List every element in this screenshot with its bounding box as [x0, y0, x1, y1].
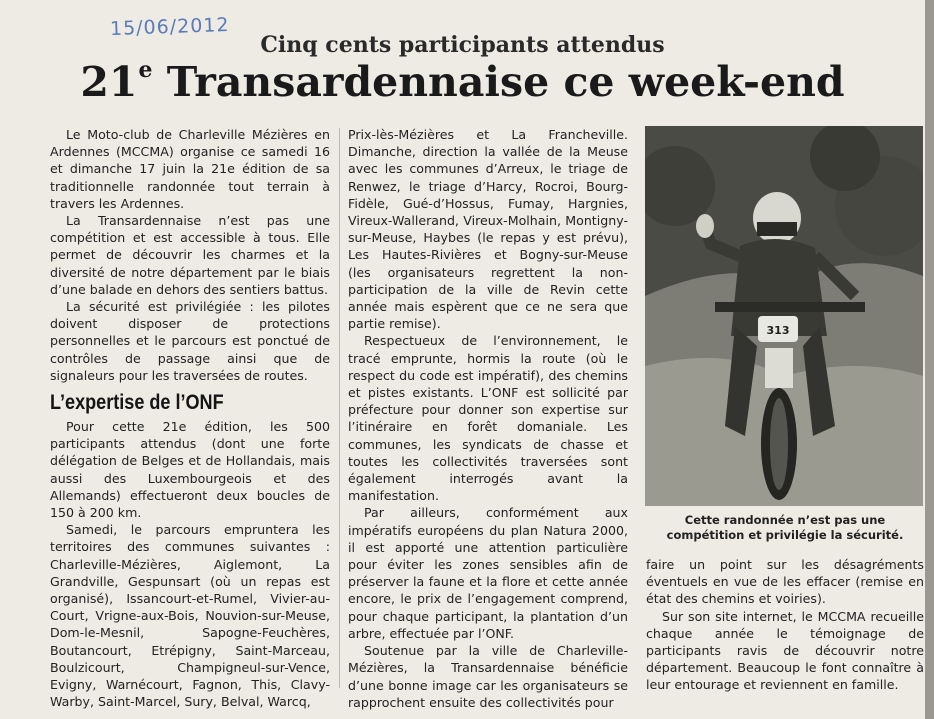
- paragraph: Samedi, le parcours empruntera les territoires des communes suivantes : Charleville-Mézières, Aiglemont, La Grandville, Gespunsart (où un repas est organisé), Issancourt-et-Rumel, Vivier-au-Court, Vrigne-aux-Bois, Nouvion-sur-Meuse, Dom-le-Mesnil, Sapogne-Feuchères, Boutancourt, Etrépigny, Saint-Marceau, Boulzicourt, Champigneul-sur-Vence, Evigny, Warnécourt, Fagnon, This, Clavy-Warby, Saint-Marcel, Sury, Belval, Warcq,: [50, 522, 330, 710]
- paragraph: Le Moto-club de Charleville Mézières en Ardennes (MCCMA) organise ce samedi 16 et dimanche 17 juin la 21e édition de sa traditionnelle randonnée tout terrain à travers les Ardennes.: [50, 127, 330, 211]
- headline-number: 21: [80, 58, 138, 106]
- paragraph: La sécurité est privilégiée : les pilotes doivent disposer de protections personnelles et le parcours est ponctué de contrôles de passage ainsi que de signaleurs pour les traversées de routes.: [50, 299, 330, 383]
- motorcycle-rider-photo: [645, 126, 923, 506]
- column-3: [646, 556, 924, 694]
- headline-text: Transardennaise ce week-end: [152, 58, 845, 106]
- paragraph: Sur son site internet, le MCCMA recueille chaque année le témoignage de participants ravis de découvrir notre département. Beaucoup le font connaître à leur entourage et reviennent en famille.: [646, 608, 924, 693]
- headline-ordinal: e: [138, 57, 153, 83]
- handwritten-date: 15/06/2012: [109, 13, 230, 41]
- paragraph: Par ailleurs, conformément aux impératifs européens du plan Natura 2000, il est apporté une attention particulière pour éviter les zones sensibles afin de préserver la faune et la flore et cette année encore, le prix de l’engagement comprend, pour chaque participant, la plantation d’un arbre, effectuée par l’ONF.: [348, 505, 628, 641]
- paragraph: Prix-lès-Mézières et La Francheville. Dimanche, direction la vallée de la Meuse avec les communes d’Arreux, le triage de Renwez, le triage d’Harcy, Rocroi, Bourg-Fidèle, Gué-d’Hossus, Fumay, Hargnies, Vireux-Wallerand, Vireux-Molhain, Montigny-sur-Meuse, Haybes (le repas y est prévu), Les Hautes-Rivières et Bogny-sur-Meuse (les organisateurs regrettent la non-participation de la ville de Revin cette année mais espèrent que ce ne sera que partie remise).: [348, 127, 628, 332]
- bib-number: 313: [766, 324, 790, 337]
- section-subheading: L’expertise de l’ONF: [50, 391, 224, 415]
- article-headline: [0, 57, 925, 106]
- column-2: [348, 126, 628, 711]
- paragraph: Pour cette 21e édition, les 500 participants attendus (dont une forte délégation de Belges et de Hollandais, mais aussi des Luxembourgeois et des Allemands) effectueront deux boucles de 150 à 200 km.: [50, 419, 330, 521]
- paragraph: La Transardennaise n’est pas une compétition et est accessible à tous. Elle permet de découvrir les charmes et la diversité de notre département par le biais d’une balade en dehors des sentiers battus.: [50, 213, 330, 297]
- photo-caption: Cette randonnée n’est pas une compétition et privilégie la sécurité.: [666, 513, 904, 542]
- paragraph: Respectueux de l’environnement, le tracé emprunte, hormis la route (où le respect du code est impératif), des chemins et pistes existants. L’ONF est sollicité par préfecture pour donner son expertise sur l’itinéraire en forêt domaniale. Les communes, les syndicats de chasse et toutes les collectivités traversées sont également interrogés avant la manifestation.: [348, 333, 628, 504]
- photo-illustration: [645, 126, 923, 506]
- column-divider: [339, 128, 340, 688]
- column-1: [50, 126, 330, 711]
- paragraph: Soutenue par la ville de Charleville-Mézières, la Transardennaise bénéficie d’une bonne image car les organisateurs se rapprochent ensuite des collectivités pour: [348, 643, 628, 710]
- page-edge: [925, 0, 934, 719]
- paragraph: faire un point sur les désagréments éventuels en vue de les effacer (remise en état des chemins et voiries).: [646, 557, 924, 607]
- article-kicker: Cinq cents participants attendus: [260, 32, 665, 58]
